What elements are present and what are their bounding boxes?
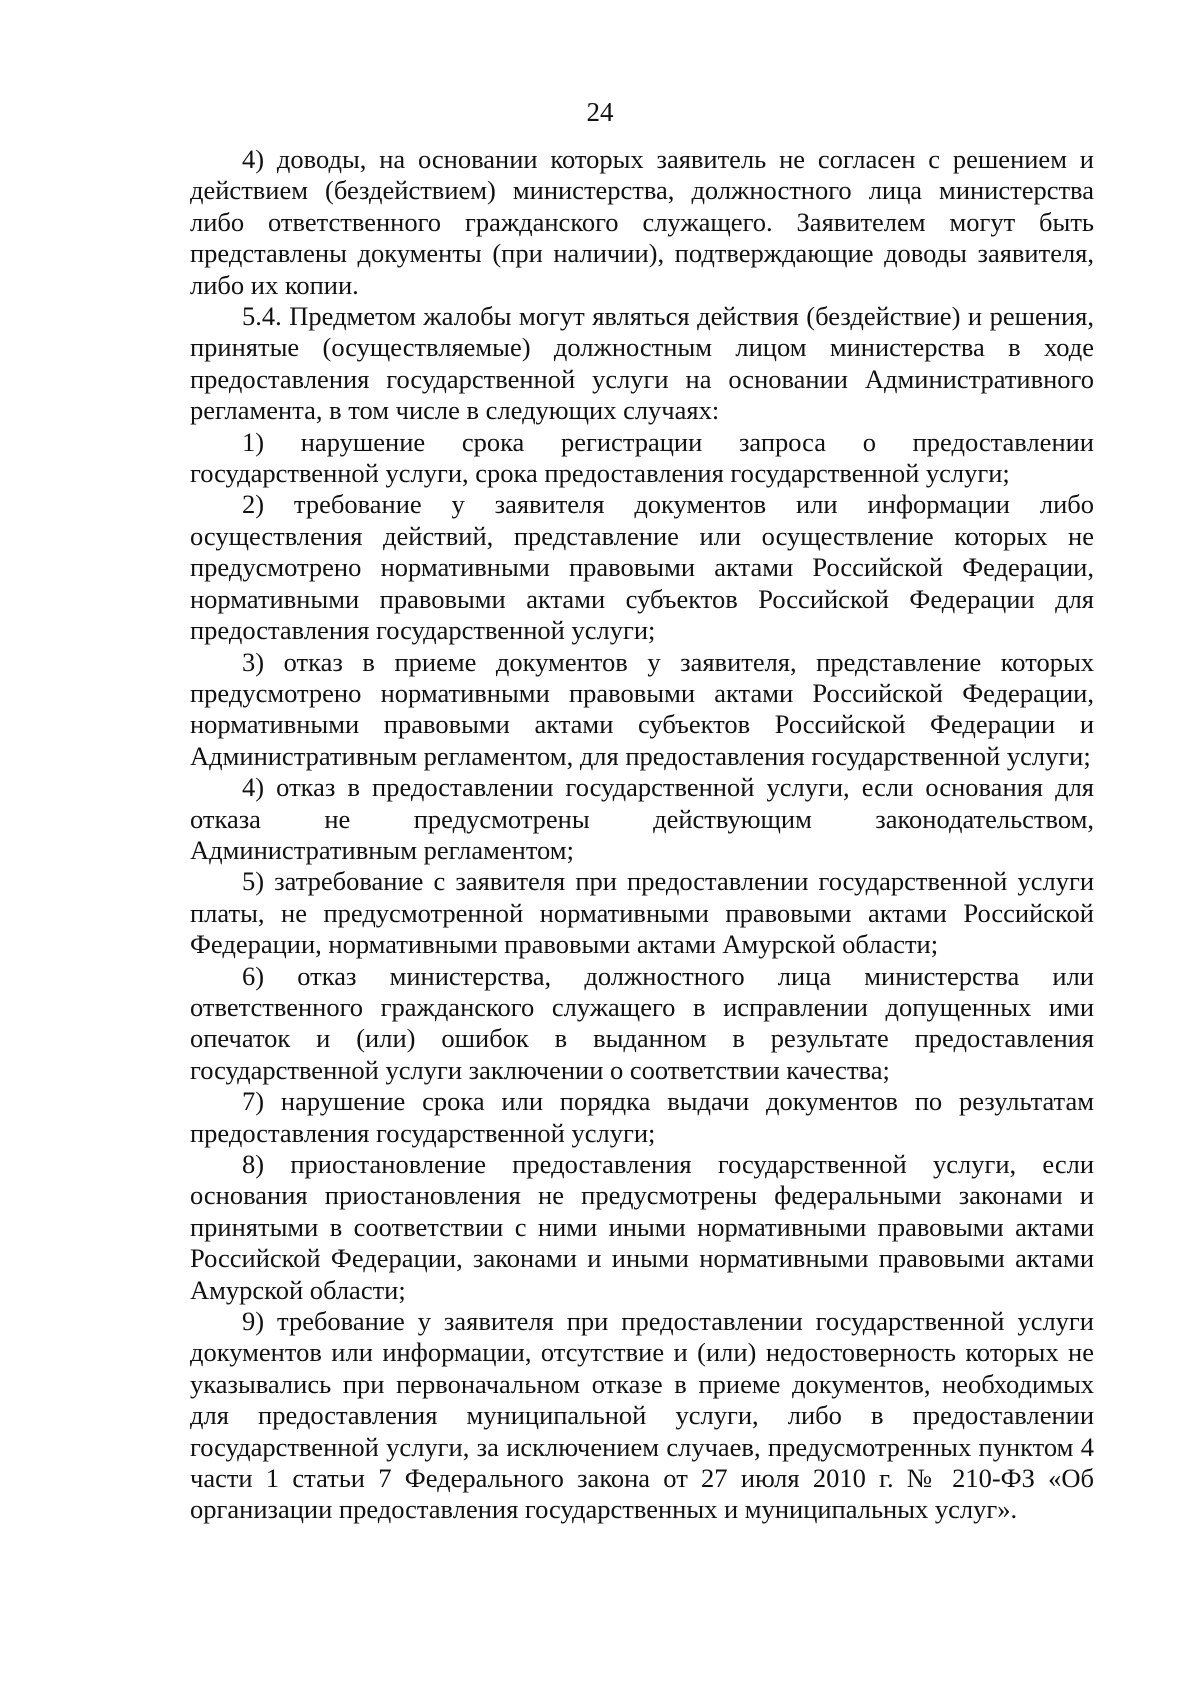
paragraph-case-1: 1) нарушение срока регистрации запроса о предоставлении государственной услуги, срока предоставления государственной услуги; bbox=[190, 426, 1094, 489]
paragraph-5-4-complaint-subject: 5.4. Предметом жалобы могут являться действия (бездействие) и решения, принятые (осуществляемые) должностным лицом министерства в ходе предоставления государственной услуги на основании Административного регламента, в том числе в следующих случаях: bbox=[190, 301, 1094, 426]
paragraph-case-6: 6) отказ министерства, должностного лица министерства или ответственного гражданского служащего в исправлении допущенных ими опечаток и (или) ошибок в выданном в результате предоставления государственной услуги заключении о соответствии качества; bbox=[190, 960, 1094, 1085]
paragraph-item-4-arguments: 4) доводы, на основании которых заявитель не согласен с решением и действием (бездействием) министерства, должностного лица министерства либо ответственного гражданского служащего. Заявителем могут быть представлены документы (при наличии), подтверждающие доводы заявителя, либо их копии. bbox=[190, 144, 1094, 300]
paragraph-case-2: 2) требование у заявителя документов или информации либо осуществления действий, представление или осуществление которых не предусмотрено нормативными правовыми актами Российской Федерации, нормативными правовыми актами субъектов Российской Федерации для предоставления государственной услуги; bbox=[190, 489, 1094, 646]
page-number: 24 bbox=[586, 97, 614, 127]
paragraph-case-9: 9) требование у заявителя при предоставлении государственной услуги документов или информации, отсутствие и (или) недостоверность которых не указывались при первоначальном отказе в приеме документов, необходимых для предоставления муниципальной услуги, либо в предоставлении государственной услуги, за исключением случаев, предусмотренных пунктом 4 части 1 статьи 7 Федерального закона от 27 июля 2010 г. № 210-ФЗ «Об организации предоставления государственных и муниципальных услуг». bbox=[190, 1306, 1094, 1525]
paragraph-case-7: 7) нарушение срока или порядка выдачи документов по результатам предоставления государственной услуги; bbox=[190, 1086, 1094, 1148]
paragraph-case-5: 5) затребование с заявителя при предоставлении государственной услуги платы, не предусмотренной нормативными правовыми актами Российской Федерации, нормативными правовыми актами Амурской области; bbox=[190, 866, 1094, 960]
paragraph-case-4: 4) отказ в предоставлении государственной услуги, если основания для отказа не предусмотрены действующим законодательством, Административным регламентом; bbox=[190, 772, 1094, 865]
paragraph-case-8: 8) приостановление предоставления государственной услуги, если основания приостановления не предусмотрены федеральными законами и принятыми в соответствии с ними иными нормативными правовыми актами Российской Федерации, законами и иными нормативными правовыми актами Амурской области; bbox=[190, 1149, 1094, 1305]
paragraph-case-3: 3) отказ в приеме документов у заявителя, представление которых предусмотрено нормативными правовыми актами Российской Федерации, нормативными правовыми актами субъектов Российской Федерации и Административным регламентом, для предоставления государственной услуги; bbox=[190, 646, 1094, 771]
document-body bbox=[190, 144, 1094, 1526]
